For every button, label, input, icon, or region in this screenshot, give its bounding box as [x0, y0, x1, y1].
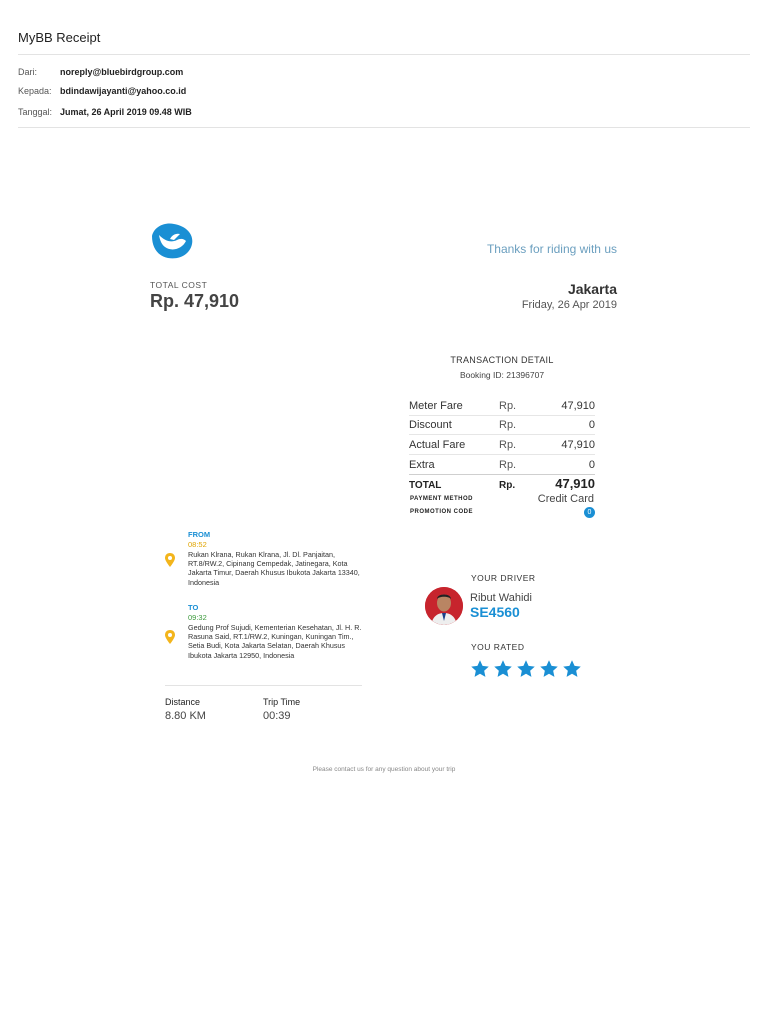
- payment-method-label: PAYMENT METHOD: [410, 496, 474, 502]
- fare-label: Meter Fare: [409, 400, 463, 412]
- star-icon: [493, 659, 513, 679]
- fare-amount: 47,910: [561, 400, 595, 412]
- from-address[interactable]: noreply@bluebirdgroup.com: [60, 67, 184, 77]
- distance-value: 8.80 KM: [165, 710, 206, 722]
- to-label: TO: [188, 603, 199, 612]
- divider: [18, 127, 750, 128]
- date-value: Jumat, 26 April 2019 09.48 WIB: [60, 107, 192, 117]
- to-address: Gedung Prof Sujudi, Kementerian Kesehatan, Jl. H. R. Rasuna Said, RT.1/RW.2, Kuningan, Kuningan Tim., Setia Budi, Kota Jakarta Selatan, Daerah Khusus Ibukota Jakarta 12950, Indonesia: [188, 623, 362, 660]
- fare-label: Extra: [409, 459, 435, 471]
- star-icon: [562, 659, 582, 679]
- divider: [165, 685, 362, 686]
- star-icon: [470, 659, 490, 679]
- rating-stars: [470, 659, 585, 683]
- fare-label: Discount: [409, 419, 452, 431]
- total-label: TOTAL: [409, 480, 442, 491]
- fare-label: Actual Fare: [409, 439, 466, 451]
- transaction-detail-title: TRANSACTION DETAIL: [450, 355, 554, 365]
- from-address: Rukan Klrana, Rukan Klrana, Jl. Dl. Panjaitan, RT.8/RW.2, Cipinang Cempedak, Jatinegara, Kota Jakarta Timur, Daerah Khusus Ibukota Jakarta 13340, Indonesia: [188, 550, 360, 587]
- total-cost-value: Rp. 47,910: [150, 291, 240, 311]
- your-driver-label: YOUR DRIVER: [471, 573, 536, 583]
- total-currency: Rp.: [499, 480, 516, 491]
- fare-row-meter: [409, 396, 595, 416]
- from-time: 08:52: [188, 540, 207, 549]
- date-label: Tanggal:: [18, 107, 53, 117]
- to-time: 09:32: [188, 613, 207, 622]
- total-amount: 47,910: [555, 476, 595, 491]
- divider: [409, 474, 595, 475]
- fare-amount: 0: [588, 419, 595, 431]
- bluebird-logo-icon: [150, 222, 194, 260]
- to-label: Kepada:: [18, 86, 52, 96]
- trip-time-label: Trip Time: [263, 697, 301, 707]
- driver-plate: SE4560: [470, 604, 520, 620]
- thanks-message: Thanks for riding with us: [486, 242, 617, 256]
- star-icon: [516, 659, 536, 679]
- fare-amount: 47,910: [561, 439, 595, 451]
- distance-label: Distance: [165, 697, 201, 707]
- driver-name: Ribut Wahidi: [470, 592, 532, 604]
- dropoff-pin-icon: [165, 630, 175, 644]
- fare-amount: 0: [588, 459, 595, 471]
- promotion-code-label: PROMOTION CODE: [410, 509, 474, 515]
- payment-method-value: Credit Card: [537, 493, 594, 505]
- you-rated-label: YOU RATED: [471, 642, 525, 652]
- footer-note: Please contact us for any question about your trip: [312, 766, 456, 773]
- fare-row-actual: [409, 435, 595, 455]
- from-label: Dari:: [18, 67, 38, 77]
- fare-currency: Rp.: [499, 400, 517, 412]
- fare-currency: Rp.: [499, 419, 517, 431]
- promotion-code-badge: 0: [584, 507, 595, 518]
- city: Jakarta: [567, 281, 617, 297]
- trip-date: Friday, 26 Apr 2019: [521, 299, 617, 311]
- booking-id: Booking ID: 21396707: [459, 370, 545, 380]
- trip-time-value: 00:39: [263, 710, 291, 722]
- total-cost-label: TOTAL COST: [150, 280, 208, 290]
- pickup-pin-icon: [165, 553, 175, 567]
- fare-row-extra: [409, 455, 595, 475]
- fare-currency: Rp.: [499, 439, 517, 451]
- star-icon: [539, 659, 559, 679]
- to-address[interactable]: bdindawijayanti@yahoo.co.id: [60, 86, 187, 96]
- fare-currency: Rp.: [499, 459, 517, 471]
- email-subject: MyBB Receipt: [18, 30, 101, 45]
- driver-avatar: [425, 587, 463, 625]
- divider: [18, 54, 750, 55]
- fare-row-discount: [409, 415, 595, 435]
- from-label: FROM: [188, 530, 211, 539]
